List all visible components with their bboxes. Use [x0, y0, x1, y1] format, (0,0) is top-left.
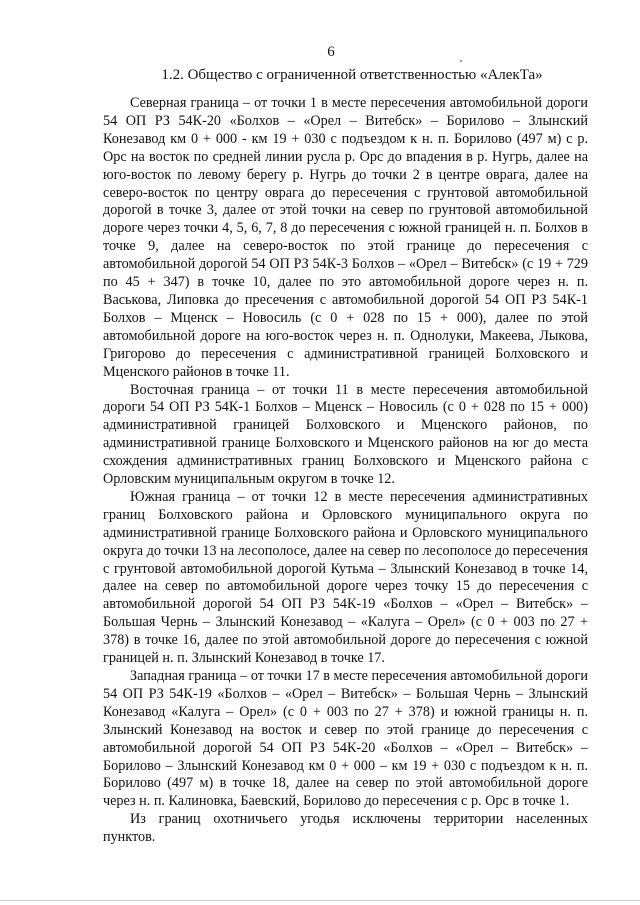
paragraph-east-boundary: Восточная граница – от точки 11 в месте пересечения автомобильной дороги 54 ОП РЗ 54К-1 Болхов – Мценск – Новосиль (с 0 + 028 по 15 + 000) административной границей Болховского и Мценского районов, по административной границе Болховского и Мценского районов на юг до места схождения административных границ Болховского и Мценского района с Орловским муниципальным округом в точке 12.	[103, 381, 588, 488]
section-title: 1.2. Общество с ограниченной ответственностью «АлекТа»	[161, 67, 543, 83]
page-bottom-edge	[0, 900, 640, 901]
scan-speck	[460, 60, 462, 62]
document-body	[103, 95, 588, 847]
paragraph-west-boundary: Западная граница – от точки 17 в месте пересечения автомобильной дороги 54 ОП РЗ 54К-19 «Болхов – «Орел – Витебск» – Большая Чернь – Злынский Конезавод «Калуга – Орел» (с 0 + 003 по 27 + 378) и южной границы н. п. Злынский Конезавод на восток и север по этой границе до пересечения с автомобильной дорогой 54 ОП РЗ 54К-20 «Болхов – «Орел – Витебск» – Борилово – Злынский Конезавод км 0 + 000 – км 19 + 030 с подъездом к н. п. Борилово (497 м) в точке 18, далее на север по этой автомобильной дороге через н. п. Калиновка, Баевский, Борилово до пересечения с р. Орс в точке 1.	[103, 668, 588, 810]
paragraph-south-boundary: Южная граница – от точки 12 в месте пересечения административных границ Болховского района и Орловского муниципального округа по административной границе Болховского района и Орловского муниципального округа до точки 13 на лесополосе, далее на север по лесополосе до пересечения с грунтовой автомобильной дорогой Кутьма – Злынский Конезавод в точке 14, далее на север по автомобильной дороге через точку 15 до пересечения с автомобильной дорогой 54 ОП РЗ 54К-19 «Болхов – «Орел – Витебск» – Большая Чернь – Злынский Конезавод – «Калуга – Орел» (с 0 + 003 по 27 + 378) в точке 16, далее по этой автомобильной дороге до пересечения с южной границей н. п. Злынский Конезавод в точке 17.	[103, 488, 588, 667]
page-number: 6	[327, 44, 335, 60]
paragraph-north-boundary: Северная граница – от точки 1 в месте пересечения автомобильной дороги 54 ОП РЗ 54К-20 «Болхов – «Орел – Витебск» – Борилово – Злынский Конезавод км 0 + 000 - км 19 + 030 с подъездом к н. п. Борилово (497 м) с р. Орс на восток по средней линии русла р. Орс до впадения в р. Нугрь, далее на юго-восток по левому берегу р. Нугрь до точки 2 в центре оврага, далее на северо-восток по центру оврага до пересечения с грунтовой автомобильной дорогой в точке 3, далее от этой точки на север по грунтовой автомобильной дороге через точки 4, 5, 6, 7, 8 до пересечения с южной границей н. п. Болхов в точке 9, далее на северо-восток по этой границе до пересечения с автомобильной дорогой 54 ОП РЗ 54К-3 Болхов – «Орел – Витебск» (с 19 + 729 по 45 + 347) в точке 10, далее по это автомобильной дороге через н. п. Васькова, Липовка до пресечения с автомобильной дорогой 54 ОП РЗ 54К-1 Болхов – Мценск – Новосиль (с 0 + 028 по 15 + 000), далее по этой автомобильной дороге на юго-восток через н. п. Однолуки, Макеева, Лыкова, Григорово до пересечения с административной границей Болховского и Мценского районов в точке 11.	[103, 95, 588, 380]
paragraph-exclusions: Из границ охотничьего угодья исключены территории населенных пунктов.	[103, 811, 588, 846]
